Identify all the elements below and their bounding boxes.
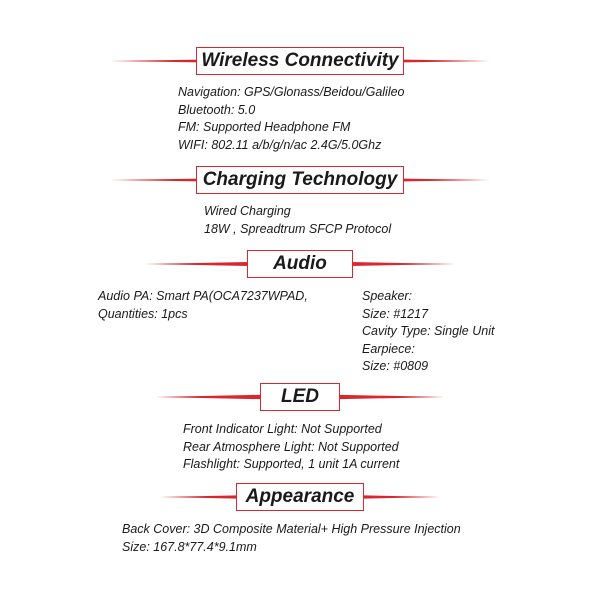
section-title-audio: Audio [247, 250, 353, 278]
section-title-wireless: Wireless Connectivity [196, 47, 404, 75]
audio-specs-left [98, 288, 308, 323]
section-title-appearance: Appearance [236, 483, 364, 511]
spec-line: Flashlight: Supported, 1 unit 1A current [183, 457, 400, 471]
charging-specs [204, 203, 391, 238]
spec-line: Size: #0809 [362, 359, 429, 373]
spec-line: Bluetooth: 5.0 [178, 102, 256, 117]
spec-line: WIFI: 802.11 a/b/g/n/ac 2.4G/5.0Ghz [178, 137, 382, 152]
spec-line: Audio PA: Smart PA(OCA7237WPAD, [98, 289, 308, 303]
section-header-wireless [0, 42, 600, 78]
spec-line: Earpiece: [362, 341, 415, 356]
spec-line: Size: #1217 [362, 306, 429, 321]
spec-line: Back Cover: 3D Composite Material+ High Pressure Injection [122, 522, 461, 536]
spec-line: FM: Supported Headphone FM [178, 120, 351, 134]
section-title-charging: Charging Technology [196, 166, 404, 194]
section-title-led: LED [260, 383, 340, 411]
spec-line: Cavity Type: Single Unit [362, 324, 495, 338]
spec-line: Navigation: GPS/Glonass/Beidou/Galileo [178, 85, 405, 99]
led-specs [183, 421, 399, 474]
spec-line: Wired Charging [204, 204, 291, 218]
section-header-charging [0, 161, 600, 197]
section-header-appearance [0, 478, 600, 514]
spec-line: Size: 167.8*77.4*9.1mm [122, 539, 257, 554]
section-header-audio [0, 245, 600, 281]
spec-line: 18W , Spreadtrum SFCP Protocol [204, 221, 392, 236]
appearance-specs [122, 521, 461, 556]
spec-line: Quantities: 1pcs [98, 306, 188, 321]
wireless-specs [178, 84, 405, 154]
section-header-led [0, 378, 600, 414]
audio-specs-right [362, 288, 494, 376]
spec-line: Front Indicator Light: Not Supported [183, 422, 382, 436]
spec-line: Rear Atmosphere Light: Not Supported [183, 439, 399, 454]
spec-line: Speaker: [362, 289, 413, 303]
